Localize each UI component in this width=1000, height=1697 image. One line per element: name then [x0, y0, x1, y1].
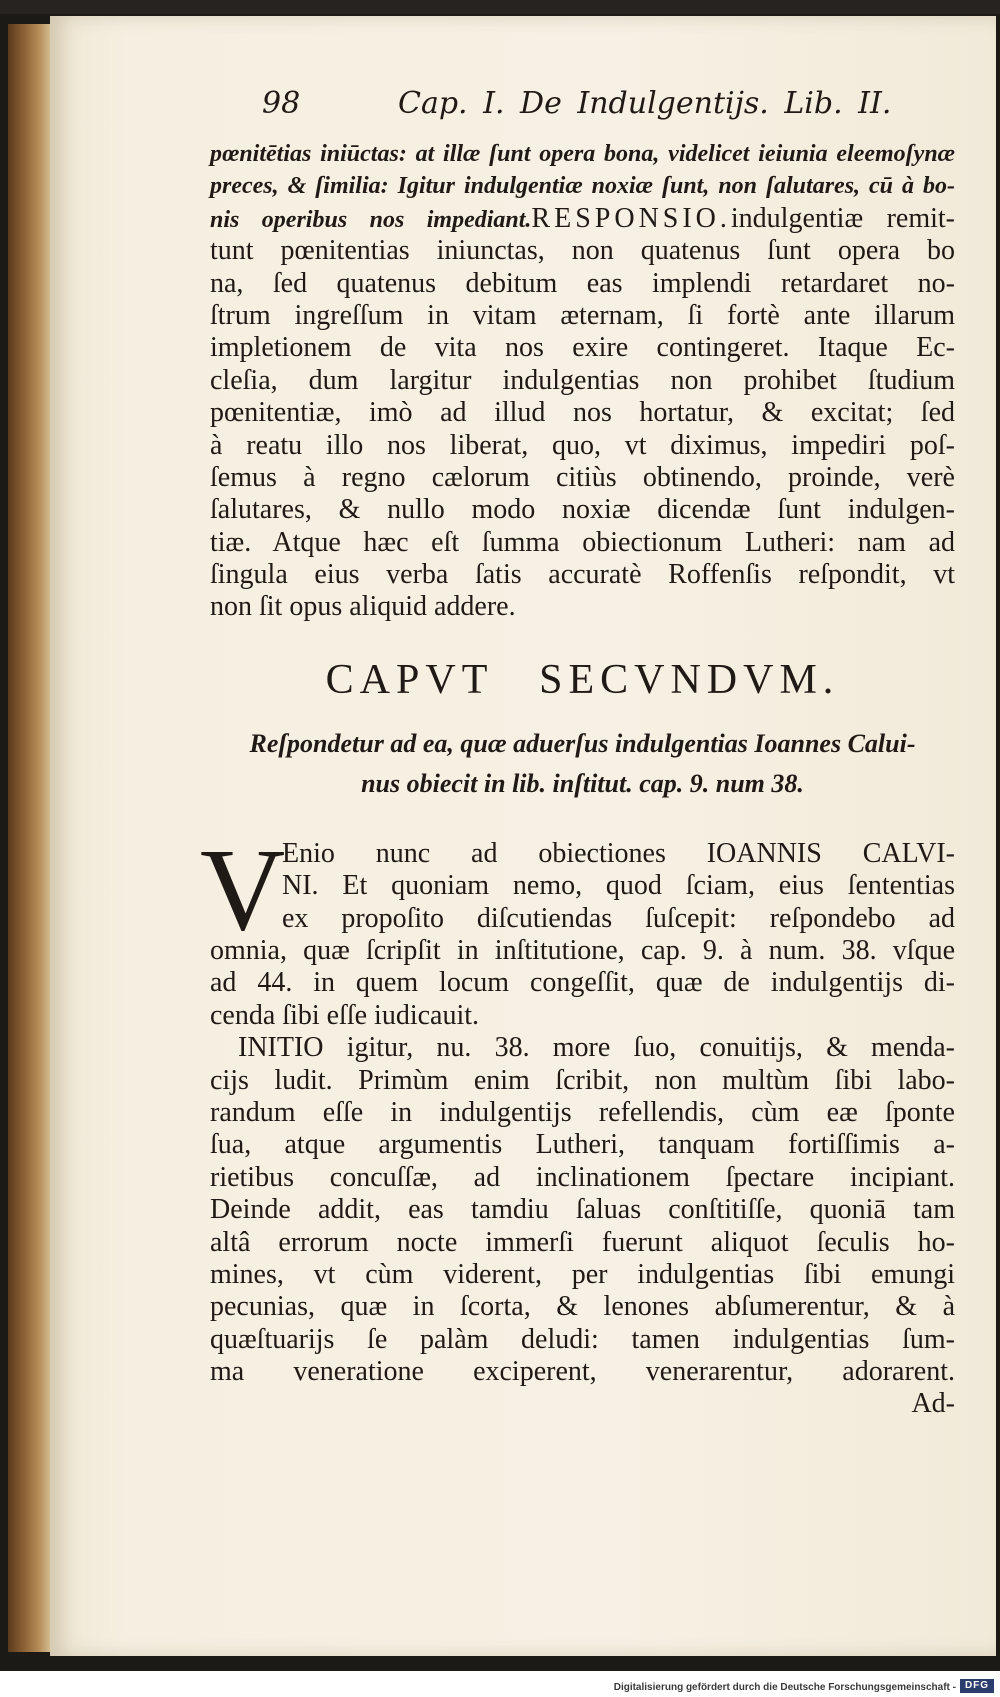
text-line: INITIO igitur, nu. 38. more ſuo, conuitijs, & menda- [238, 1032, 955, 1064]
chapter-title: CAPVT SECVNDVM. [325, 656, 840, 703]
text-span: nis operibus nos impediant. [210, 206, 532, 233]
text-line: cleſia, dum largitur indulgentias non prohibet ſtudium [210, 364, 955, 396]
text-line: impletionem de vita nos exire contingeret. Itaque Ec- [210, 332, 955, 364]
footer-credit: Digitalisierung gefördert durch die Deutsche Forschungsgemeinschaft - [613, 1682, 956, 1693]
text-line: tunt pœnitentias iniunctas, non quatenus ſunt opera bo [210, 235, 955, 267]
text-line: à reatu illo nos liberat, quo, vt diximus, impediri poſ- [210, 429, 955, 461]
text-line: ex propoſito diſcutiendas ſuſcepit: reſpondebo ad [282, 902, 955, 934]
text-line: ſemus à regno cælorum citiùs obtinendo, proinde, verè [210, 461, 955, 493]
drop-cap: V [200, 823, 286, 955]
responsio-label: RESPONSIO. [531, 202, 731, 234]
running-header [210, 76, 955, 132]
text-line: na, ſed quatenus debitum eas implendi retardaret no- [210, 267, 955, 299]
text-line: ma veneratione exciperent, venerarentur, adorarent. [210, 1356, 955, 1388]
text-line: Deinde addit, eas tamdiu ſaluas conſtitiſſe, quoniā tam [210, 1194, 955, 1226]
text-line: pecunias, quæ in ſcorta, & lenones abſumerentur, & à [210, 1291, 955, 1323]
text-line: pœnitētias iniūctas: at illæ ſunt opera bona, videlicet ieiunia eleemoſynæ [210, 141, 955, 167]
text-line: randum eſſe in indulgentijs refellendis, cùm eæ ſponte [210, 1096, 955, 1128]
text-line: ſtrum ingreſſum in vitam æternam, ſi fortè ante illarum [210, 299, 955, 331]
text-line: ſalutares, & nullo modo noxiæ dicendæ ſunt indulgen- [210, 494, 955, 526]
text-span: indulgentiæ remit- [730, 202, 955, 234]
page-number: 98 [262, 86, 301, 121]
text-line: ſua, atque argumentis Lutheri, tanquam fortiſſimis a- [210, 1129, 955, 1161]
subtitle-line: Reſpondetur ad ea, quæ aduerſus indulgentias Ioannes Calui- [249, 728, 916, 758]
text-line: non ſit opus aliquid addere. [210, 591, 516, 623]
text-line: mines, vt cùm viderent, per indulgentias ſibi emungi [210, 1258, 955, 1290]
catchword: Ad- [911, 1387, 955, 1419]
paragraph-calvin-intro [200, 823, 955, 1032]
page-content [200, 76, 955, 1419]
text-line: ad 44. in quem locum congeſſit, quæ de indulgentijs di- [210, 967, 955, 999]
text-line: cenda ſibi eſſe iudicauit. [210, 999, 480, 1031]
text-line: preces, & ſimilia: Igitur indulgentiæ noxiæ ſunt, non ſalutares, cū à bo- [210, 173, 955, 200]
dfg-logo: DFG [960, 1679, 994, 1693]
text-line: pœnitentiæ, imò ad illud nos hortatur, & excitat; ſed [210, 397, 955, 429]
book-spine-edge [8, 24, 52, 1652]
chapter-subtitle [210, 724, 955, 804]
text-line: omnia, quæ ſcripſit in inſtitutione, cap. 9. à num. 38. vſque [210, 935, 955, 967]
text-line: NI. Et quoniam nemo, quod ſciam, eius ſententias [282, 870, 955, 902]
scan-top-strip [0, 0, 1000, 14]
paragraph-initio [210, 1032, 955, 1388]
subtitle-line: nus obiecit in lib. inſtitut. cap. 9. num 38. [361, 768, 804, 798]
text-line: cijs ludit. Primùm enim ſcribit, non multùm ſibi labo- [210, 1064, 955, 1096]
text-line-responsio [210, 203, 955, 235]
text-line: rietibus concuſſæ, ad inclinationem ſpectare incipiant. [210, 1161, 955, 1193]
text-line: ſingula eius verba ſatis accuratè Roffenſis reſpondit, vt [210, 559, 955, 591]
text-line: Enio nunc ad obiectiones IOANNIS CALVI- [282, 837, 955, 869]
text-line: altâ errorum nocte immerſi fuerunt aliquot ſeculis ho- [210, 1226, 955, 1258]
paragraph-objection [210, 138, 955, 624]
footer-bar [0, 1671, 1000, 1697]
text-line: quæſtuarijs ſe palàm deludi: tamen indulgentias ſum- [210, 1323, 955, 1355]
running-title: Cap. I. De Indulgentijs. Lib. II. [398, 86, 892, 121]
text-line: tiæ. Atque hæc eſt ſumma obiectionum Lutheri: nam ad [210, 526, 955, 558]
